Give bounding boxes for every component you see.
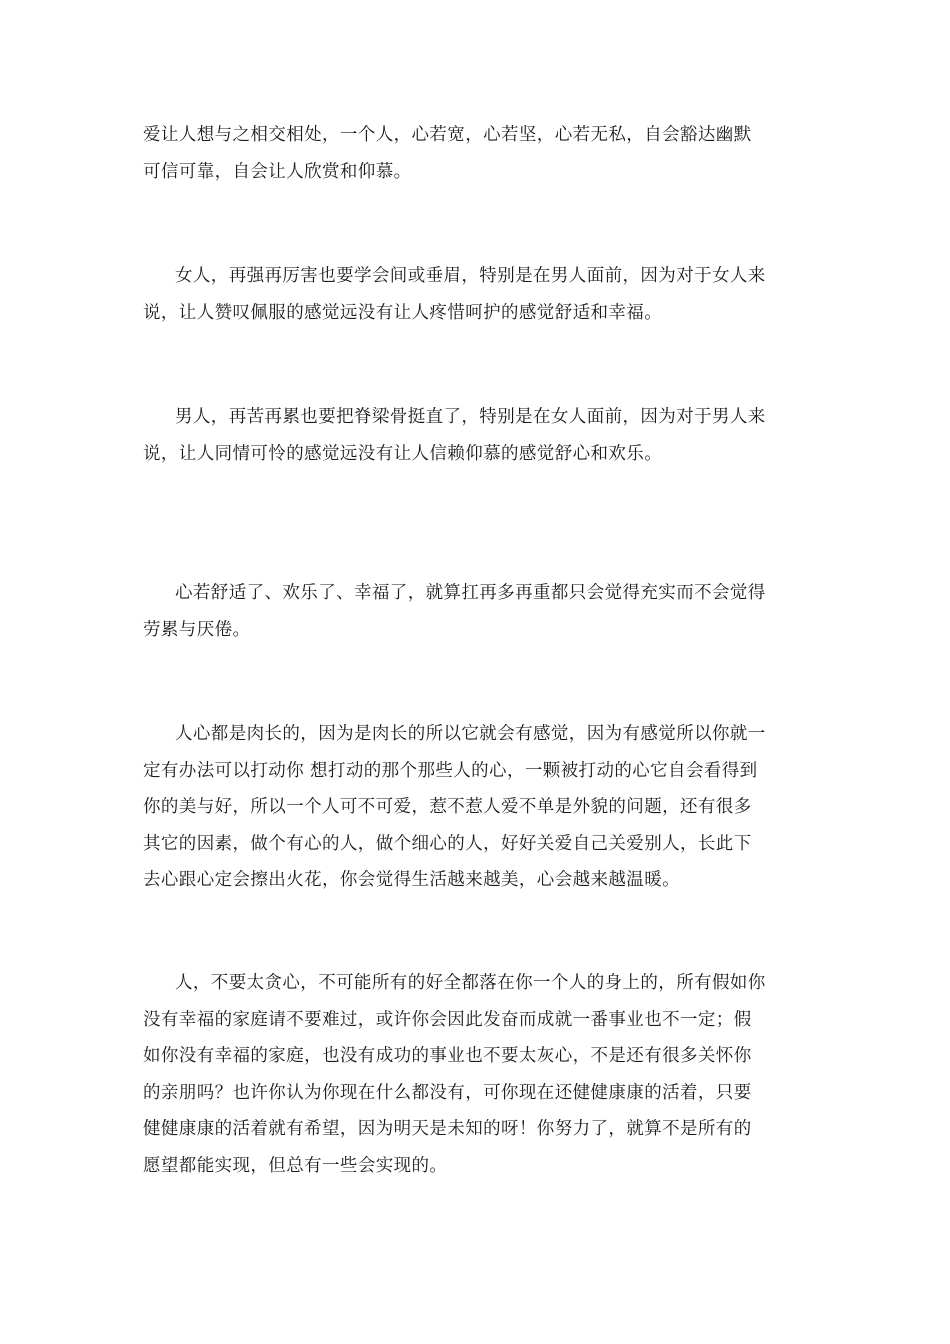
paragraph-line: 可信可靠，自会让人欣赏和仰慕。: [143, 161, 412, 182]
paragraph-line: 说，让人同情可怜的感觉远没有让人信赖仰慕的感觉舒心和欢乐。: [143, 443, 663, 464]
paragraph-line: 健健康康的活着就有希望，因为明天是未知的呀！你努力了，就算不是所有的: [143, 1119, 752, 1140]
paragraph-line: 劳累与厌倦。: [143, 619, 251, 640]
paragraph-line: 说，让人赞叹佩服的感觉远没有让人疼惜呵护的感觉舒适和幸福。: [143, 302, 663, 323]
paragraph-line: 女人，再强再厉害也要学会间或垂眉，特别是在男人面前，因为对于女人来: [175, 266, 766, 286]
paragraph-line: 的亲朋吗？也许你认为你现在什么都没有，可你现在还健健康康的活着，只要: [143, 1082, 752, 1103]
paragraph-line: 去心跟心定会擦出火花，你会觉得生活越来越美，心会越来越温暖。: [143, 870, 680, 891]
paragraph-line: 定有办法可以打动你 想打动的那个那些人的心，一颗被打动的心它自会看得到: [143, 760, 758, 781]
paragraph-line: 如你没有幸福的家庭，也没有成功的事业也不要太灰心，不是还有很多关怀你: [143, 1046, 752, 1067]
paragraph-1: [143, 117, 807, 190]
paragraph-line: 男人，再苦再累也要把脊梁骨挺直了，特别是在女人面前，因为对于男人来: [175, 407, 766, 427]
paragraph-line: 人心都是肉长的，因为是肉长的所以它就会有感觉，因为有感觉所以你就一: [175, 724, 766, 744]
paragraph-line: 愿望都能实现，但总有一些会实现的。: [143, 1155, 448, 1176]
paragraph-line: 心若舒适了、欢乐了、幸福了，就算扛再多再重都只会觉得充实而不会觉得: [175, 583, 766, 603]
paragraph-line: 你的美与好，所以一个人可不可爱，惹不惹人爱不单是外貌的问题，还有很多: [143, 797, 752, 818]
paragraph-line: 没有幸福的家庭请不要难过，或许你会因此发奋而成就一番事业也不一定；假: [143, 1009, 752, 1030]
paragraph-4: [143, 575, 807, 648]
paragraph-5: [143, 716, 807, 899]
paragraph-6: [143, 965, 807, 1185]
paragraph-line: 人，不要太贪心，不可能所有的好全都落在你一个人的身上的，所有假如你: [175, 973, 766, 993]
paragraph-line: 其它的因素，做个有心的人，做个细心的人，好好关爱自己关爱别人，长此下: [143, 833, 752, 854]
paragraph-2: [143, 258, 807, 331]
paragraph-line: 爱让人想与之相交相处，一个人，心若宽，心若坚，心若无私，自会豁达幽默: [143, 125, 752, 145]
paragraph-3: [143, 399, 807, 472]
